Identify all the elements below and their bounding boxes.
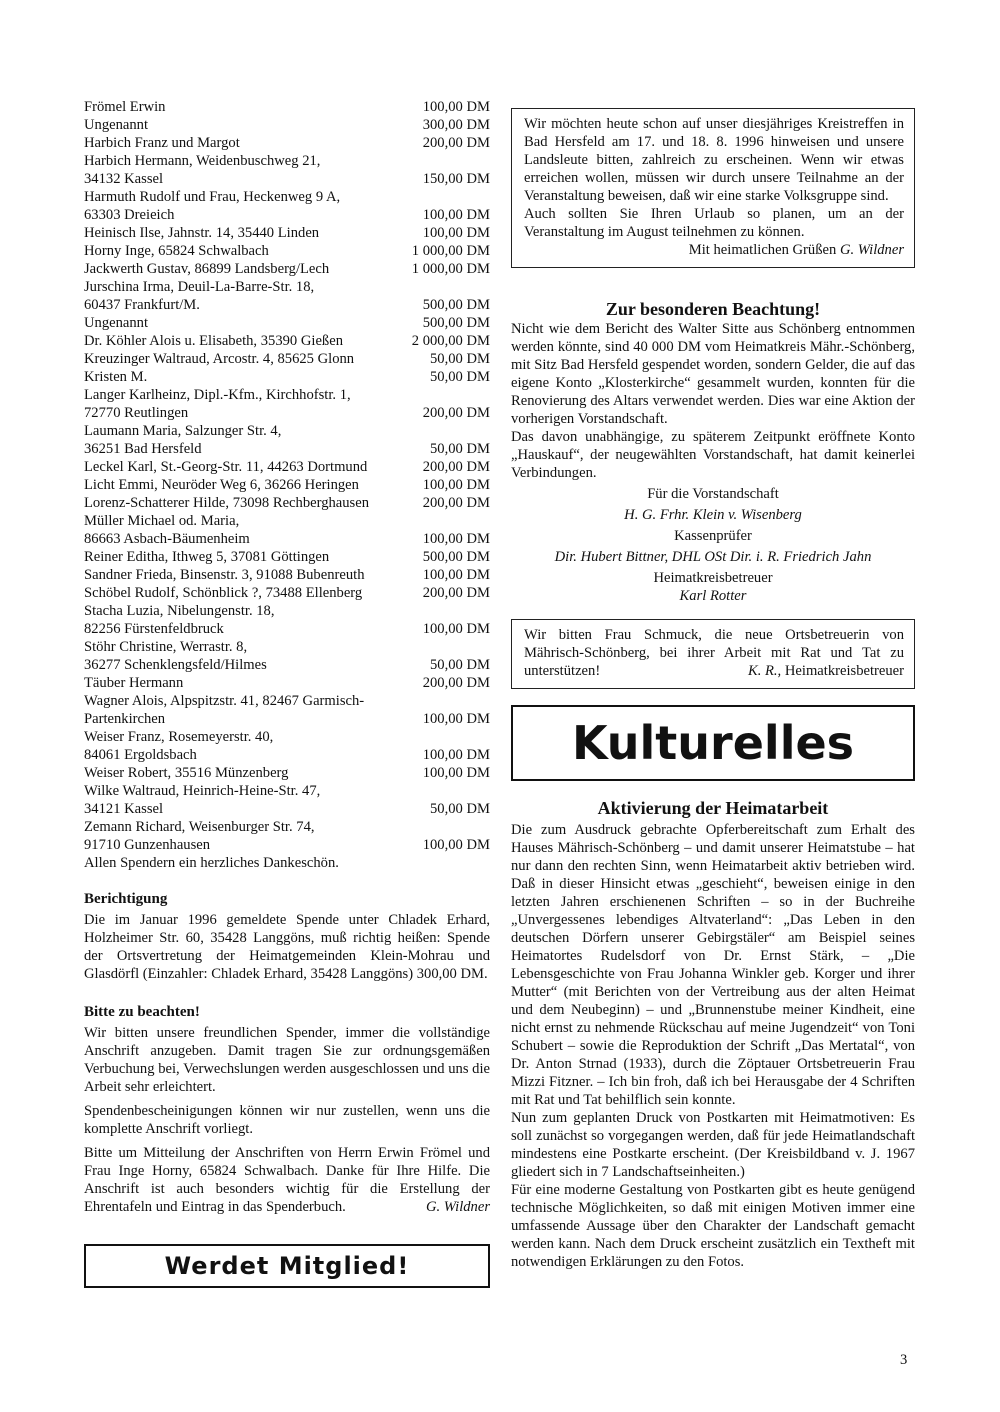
donation-amount: 200,00 DM (422, 135, 490, 151)
beachten-paragraph-2: Spendenbescheinigungen können wir nur zustellen, wenn uns die komplette Anschrift vorliegt. (84, 1103, 490, 1137)
donor-name: Kreuzinger Waltraud, Arcostr. 4, 85625 Glonn (84, 351, 355, 367)
schmuck-signature-title: Heimatkreisbetreuer (784, 663, 904, 679)
page-number: 3 (900, 1352, 908, 1368)
donor-name: Ungenannt (84, 117, 149, 133)
kreistreffen-box (511, 108, 915, 268)
donor-name: Stöhr Christine, Werrastr. 8, 36277 Schenklengsfeld/Hilmes (84, 639, 267, 673)
donation-amount: 100,00 DM (422, 747, 490, 763)
donation-amount: 1 000,00 DM (411, 243, 490, 259)
beachten-signature: G. Wildner (425, 1199, 490, 1215)
kreistreffen-signature: G. Wildner (839, 242, 904, 258)
donation-amount: 500,00 DM (422, 315, 490, 331)
donor-name: Frömel Erwin (84, 99, 166, 115)
beachten-section (84, 1003, 490, 1216)
donor-name: Harmuth Rudolf und Frau, Heckenweg 9 A, 63303 Dreieich (84, 189, 341, 223)
donation-amount: 50,00 DM (430, 369, 490, 385)
donor-name: Wagner Alois, Alpspitzstr. 41, 82467 Garmisch- Partenkirchen (84, 693, 365, 727)
donation-row (84, 242, 490, 260)
berichtigung-text: Die im Januar 1996 gemeldete Spende unter Chladek Erhard, Holzheimer Str. 60, 35428 Langgöns, muß richtig heißen: Spende der Ortsvertretung der Heimatgemeinden Klein-Mohrau und Glasdörfl (Einzahler: Chladek Erhard, 35428 Langgöns) 300,00 DM. (84, 912, 490, 982)
donation-row (84, 134, 490, 152)
donation-row (84, 368, 490, 386)
donor-name: Harbich Hermann, Weidenbuschweg 21, 34132 Kassel (84, 153, 321, 187)
donation-row (84, 818, 490, 854)
donation-amount: 50,00 DM (430, 657, 490, 673)
donation-amount: 200,00 DM (422, 495, 490, 511)
donation-row (84, 260, 490, 278)
donation-amount: 100,00 DM (422, 225, 490, 241)
donation-row (84, 764, 490, 782)
donor-name: Weiser Franz, Rosemeyerstr. 40, 84061 Ergoldsbach (84, 729, 274, 763)
donor-name: Licht Emmi, Neuröder Weg 6, 36266 Heringen (84, 477, 359, 493)
donation-row (84, 314, 490, 332)
donation-amount: 100,00 DM (422, 207, 490, 223)
donation-row (84, 350, 490, 368)
donation-row (84, 782, 490, 818)
aktivierung-paragraph-1: Die zum Ausdruck gebrachte Opferbereitschaft zum Erhalt des Hauses Mährisch-Schönberg – und damit unserer Heimatstube – hat nur dann den rechten Sinn, wenn Heimatarbeit aktiv betrieben wird. Daß in dieser Hinsicht etwas „geschieht“, beweisen einige in den letzten Jahren erschienenen Schriften – so in der Buchreihe „Unvergessenes lebendiges Altvaterland“: „Das Leben in den deutschen Dörfern unserer Gebirgstäler“ am Beispiel seines Heimatortes Rudelsdorf von Dr. Ernst Stärk, – „Die Lebensgeschichte von Frau Johanna Winkler geb. Korger und ihrer Mutter“ (mit Berichten von der Vertreibung aus der alten Heimat und dem Neubeginn) – und „Brunnenstube meiner Kindheit, eine nicht ernst zu nehmende Rückschau auf meine Jugendzeit“ von Toni Schubert – sowie die Reproduktion der Schrift „Das Mertatal“, von Dr. Anton Strnad (1933), durch die Zöptauer Ortsbetreuerin Frau Mizzi Fitzner. – Ich bin froh, daß ich bei Herausgabe der 4 Schriften mit Rat und Tat behilflich sein konnte. (511, 822, 915, 1108)
heimatkreisbetreuer-name: Karl Rotter (679, 588, 747, 604)
berichtigung-heading: Berichtigung (84, 891, 168, 907)
donor-name: Weiser Robert, 35516 Münzenberg (84, 765, 289, 781)
donation-row (84, 458, 490, 476)
donation-row (84, 548, 490, 566)
donor-name: Leckel Karl, St.-Georg-Str. 11, 44263 Dortmund (84, 459, 368, 475)
donation-row (84, 152, 490, 188)
donation-amount: 200,00 DM (422, 405, 490, 421)
donation-row (84, 422, 490, 458)
donation-amount: 100,00 DM (422, 765, 490, 781)
donation-row (84, 638, 490, 674)
kreistreffen-text-1: Wir möchten heute schon auf unser diesjähriges Kreistreffen in Bad Hersfeld am 17. und 18. 8. 1996 hinweisen und unsere Landsleute bitten, zahlreich zu erscheinen. Wenn wir etwas erreichen wollen, müssen wir durch unsere Teilnahme an der Veranstaltung beweisen, daß wir eine starke Volksgruppe sind. (524, 116, 904, 204)
beachten-heading: Bitte zu beachten! (84, 1004, 200, 1020)
kreistreffen-greeting: Mit heimatlichen Grüßen (688, 242, 837, 258)
vorstandschaft-name: H. G. Frhr. Klein v. Wisenberg (624, 507, 802, 523)
donor-name: Kristen M. (84, 369, 148, 385)
right-column (511, 98, 915, 1271)
donation-amount: 100,00 DM (422, 837, 490, 853)
donation-amount: 200,00 DM (422, 675, 490, 691)
donor-name: Laumann Maria, Salzunger Str. 4, 36251 Bad Hersfeld (84, 423, 282, 457)
donation-amount: 300,00 DM (422, 117, 490, 133)
donor-name: Langer Karlheinz, Dipl.-Kfm., Kirchhofstr. 1, 72770 Reutlingen (84, 387, 351, 421)
left-column (84, 98, 490, 1288)
donor-name: Wilke Waltraud, Heinrich-Heine-Str. 47, 34121 Kassel (84, 783, 321, 817)
schmuck-box (511, 619, 915, 689)
donor-name: Täuber Hermann (84, 675, 184, 691)
donation-row (84, 512, 490, 548)
donation-amount: 100,00 DM (422, 567, 490, 583)
donation-amount: 100,00 DM (422, 621, 490, 637)
donor-name: Horny Inge, 65824 Schwalbach (84, 243, 269, 259)
aktivierung-heading: Aktivierung der Heimatarbeit (597, 798, 829, 818)
aktivierung-section (511, 797, 915, 1271)
beachtung-paragraph-1: Nicht wie dem Bericht des Walter Sitte aus Schönberg entnommen werden könnte, sind 40 000 DM vom Heimatkreis Mähr.-Schönberg, mit Sitz Bad Hersfeld gespendet worden, sondern Gelder, die auf das eigene Konto „Klosterkirche“ gesammelt wurden, konnten für die Renovierung des Altars verwendet werden. Dies war eine Aktion der vorherigen Vorstandschaft. (511, 321, 915, 427)
donation-amount: 2 000,00 DM (411, 333, 490, 349)
donation-row (84, 278, 490, 314)
donor-name: Schöbel Rudolf, Schönblick ?, 73488 Ellenberg (84, 585, 363, 601)
beachtung-heading: Zur besonderen Beachtung! (605, 299, 821, 319)
donation-amount: 150,00 DM (422, 171, 490, 187)
donation-row (84, 674, 490, 692)
donation-amount: 200,00 DM (422, 459, 490, 475)
donor-name: Stacha Luzia, Nibelungenstr. 18, 82256 Fürstenfeldbruck (84, 603, 275, 637)
donation-row (84, 332, 490, 350)
donation-row (84, 692, 490, 728)
donation-amount: 500,00 DM (422, 549, 490, 565)
donation-row (84, 584, 490, 602)
beachten-paragraph-1: Wir bitten unsere freundlichen Spender, immer die vollständige Anschrift anzugeben. Damit tragen Sie zur ordnungsgemäßen Verbuchung bei, Verwechslungen werden ausgeschlossen und uns die Arbeit sehr erleichtert. (84, 1025, 490, 1095)
mitglied-banner: Werdet Mitglied! (84, 1244, 490, 1288)
schmuck-signature: K. R., (747, 663, 782, 679)
donor-name: Zemann Richard, Weisenburger Str. 74, 91710 Gunzenhausen (84, 819, 315, 853)
donation-amount: 50,00 DM (430, 441, 490, 457)
schmuck-text: Wir bitten Frau Schmuck, die neue Ortsbetreuerin von Mährisch-Schönberg, bei ihrer Arbeit mit Rat und Tat zu unterstützen! (524, 627, 904, 679)
donation-amount: 100,00 DM (422, 99, 490, 115)
kreistreffen-greeting-line (524, 241, 904, 259)
kreistreffen-text-2: Auch sollten Sie Ihren Urlaub so planen, um an der Veranstaltung im August teilnehmen zu können. (524, 206, 904, 240)
vorstandschaft-label: Für die Vorstandschaft (647, 486, 779, 502)
donor-name: Dr. Köhler Alois u. Elisabeth, 35390 Gießen (84, 333, 344, 349)
donor-name: Lorenz-Schatterer Hilde, 73098 Rechberghausen (84, 495, 370, 511)
kassenpruefer-label: Kassenprüfer (674, 528, 752, 544)
donor-name: Ungenannt (84, 315, 149, 331)
donation-row (84, 116, 490, 134)
donor-name: Reiner Editha, Ithweg 5, 37081 Göttingen (84, 549, 330, 565)
donation-row (84, 188, 490, 224)
donation-row (84, 386, 490, 422)
donation-amount: 200,00 DM (422, 585, 490, 601)
aktivierung-paragraph-3: Für eine moderne Gestaltung von Postkarten gibt es heute genügend technische Möglichkeiten, so daß mit einigen Motiven immer eine umfassende Aussage über den Charakter der Landschaft gemacht werden kann. Nach dem Druck erscheint zusätzlich ein Textheft mit notwendigen Erklärungen zu den Fotos. (511, 1182, 915, 1270)
donation-row (84, 566, 490, 584)
donation-amount: 50,00 DM (430, 801, 490, 817)
donation-row (84, 728, 490, 764)
beachtung-paragraph-2: Das davon unabhängige, zu späterem Zeitpunkt eröffnete Konto „Hauskauf“, der neugewählten Vorstandschaft, hat damit keinerlei Verbindungen. (511, 429, 915, 481)
donation-amount: 50,00 DM (430, 351, 490, 367)
aktivierung-paragraph-2: Nun zum geplanten Druck von Postkarten mit Heimatmotiven: Es soll zunächst so vorgegangen werden, daß für jede Heimatlandschaft mindestens eine Postkarte erscheint. (Der Kreisbildband v. J. 1967 gliedert sich in 7 Landschaftseinheiten.) (511, 1110, 915, 1180)
berichtigung-section (84, 890, 490, 983)
donor-name: Sandner Frieda, Binsenstr. 3, 91088 Bubenreuth (84, 567, 365, 583)
donor-name: Jurschina Irma, Deuil-La-Barre-Str. 18, 60437 Frankfurt/M. (84, 279, 315, 313)
donation-row (84, 224, 490, 242)
kulturelles-banner: Kulturelles (511, 705, 915, 781)
donation-row (84, 494, 490, 512)
donation-amount: 500,00 DM (422, 297, 490, 313)
donor-name: Müller Michael od. Maria, 86663 Asbach-Bäumenheim (84, 513, 250, 547)
beachten-paragraph-3: Bitte um Mitteilung der Anschriften von Herrn Erwin Frömel und Frau Inge Horny, 65824 Schwalbach. Danke für Ihre Hilfe. Die Anschrift ist auch besonders wichtig für die Erstellung der Ehrentafeln und Eintrag in das Spenderbuch. (84, 1145, 490, 1215)
donation-amount: 100,00 DM (422, 477, 490, 493)
donation-row (84, 602, 490, 638)
kassenpruefer-names: Dir. Hubert Bittner, DHL OSt Dir. i. R. Friedrich Jahn (554, 549, 872, 565)
beachtung-section (511, 298, 915, 605)
donation-row (84, 476, 490, 494)
donation-amount: 1 000,00 DM (411, 261, 490, 277)
heimatkreisbetreuer-label: Heimatkreisbetreuer (653, 570, 773, 586)
donation-row (84, 98, 490, 116)
donation-amount: 100,00 DM (422, 711, 490, 727)
donor-name: Harbich Franz und Margot (84, 135, 240, 151)
donor-name: Jackwerth Gustav, 86899 Landsberg/Lech (84, 261, 330, 277)
thanks-line: Allen Spendern ein herzliches Dankeschön. (84, 855, 339, 871)
donation-amount: 100,00 DM (422, 531, 490, 547)
donor-name: Heinisch Ilse, Jahnstr. 14, 35440 Linden (84, 225, 320, 241)
donation-list (84, 98, 490, 854)
